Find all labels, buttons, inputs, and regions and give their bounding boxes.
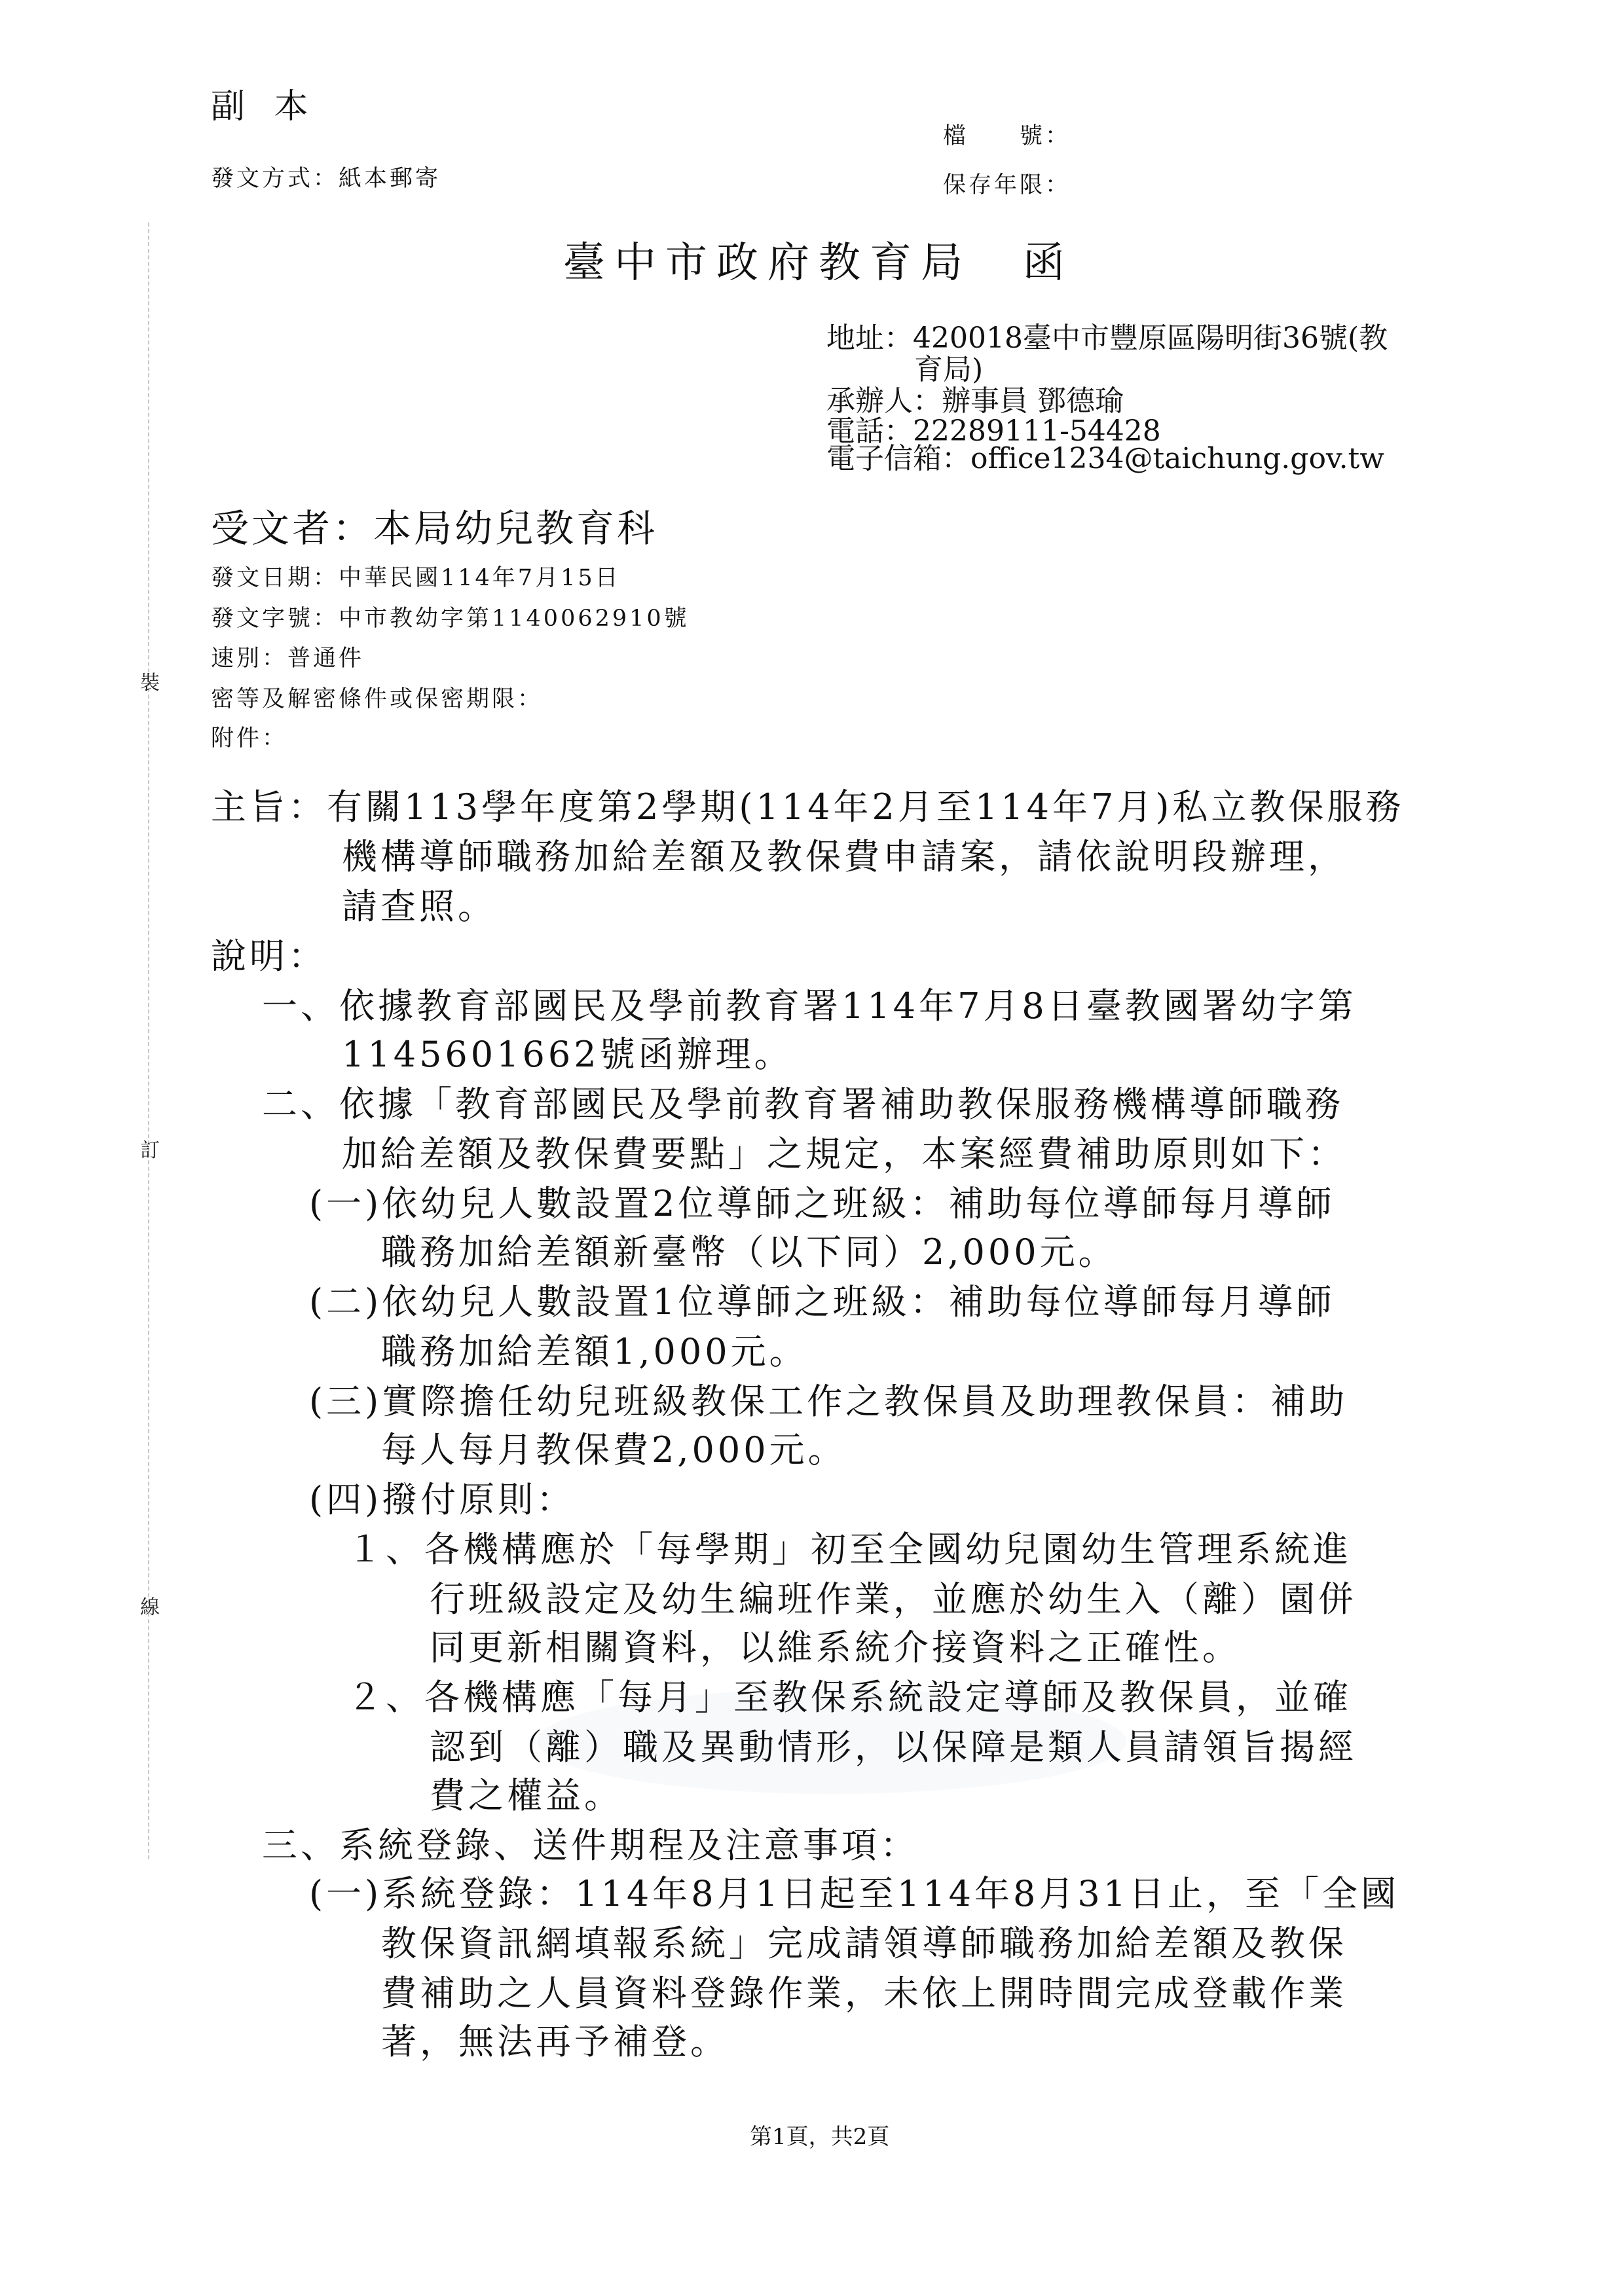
page-number: 第1頁，共2頁 [750, 2124, 890, 2150]
para-2a-line-2: 職務加給差額新臺幣（以下同）2,000元。 [381, 1231, 1117, 1273]
subject-line-1: 主旨：有關113學年度第2學期(114年2月至114年7月)私立教保服務 [211, 786, 1405, 828]
subject-line-2: 機構導師職務加給差額及教保費申請案，請依說明段辦理， [342, 836, 1346, 877]
send-method: 發文方式：紙本郵寄 [211, 166, 441, 192]
subject-line-3: 請查照。 [342, 886, 496, 927]
binding-mark-top: 裝 [140, 672, 160, 695]
speed: 速別：普通件 [211, 646, 365, 672]
secrecy: 密等及解密條件或保密期限： [211, 686, 544, 712]
para-2b-line-2: 職務加給差額1,000元。 [381, 1331, 808, 1372]
document-title: 臺中市政府教育局 函 [563, 239, 1074, 287]
attachment: 附件： [211, 725, 288, 752]
para-3a-line-2: 教保資訊網填報系統」完成請領導師職務加給差額及教保 [381, 1923, 1347, 1964]
binding-mark-bottom: 線 [140, 1596, 160, 1619]
para-3a-line-1: (一)系統登錄：114年8月1日起至114年8月31日止，至「全國 [309, 1873, 1400, 1914]
para-2d2-line-1: ２、各機構應「每月」至教保系統設定導師及教保員，並確 [347, 1677, 1352, 1718]
copy-mark: 副 本 [211, 87, 318, 126]
para-2d2-line-2: 認到（離）職及異動情形，以保障是類人員請領旨揭經 [430, 1726, 1357, 1768]
para-1-line-2: 1145601662號函辦理。 [342, 1034, 793, 1075]
address-line-2: 育局) [914, 353, 984, 386]
email: 電子信箱：office1234@taichung.gov.tw [826, 442, 1384, 475]
address-line-1: 地址：420018臺中市豐原區陽明街36號(教 [826, 321, 1388, 355]
para-2d1-line-2: 行班級設定及幼生編班作業，並應於幼生入（離）園併 [430, 1578, 1357, 1620]
para-2d1-line-3: 同更新相關資料，以維系統介接資料之正確性。 [430, 1627, 1241, 1668]
para-2d2-line-3: 費之權益。 [430, 1775, 623, 1816]
para-2-line-2: 加給差額及教保費要點」之規定，本案經費補助原則如下： [342, 1133, 1346, 1175]
para-3a-line-3: 費補助之人員資料登錄作業，未依上開時間完成登載作業 [381, 1973, 1347, 2014]
explanation-label: 說明： [211, 936, 327, 977]
para-2d: (四)撥付原則： [309, 1479, 576, 1520]
file-number-label: 檔 號： [943, 123, 1071, 149]
para-2c-line-1: (三)實際擔任幼兒班級教保工作之教保員及助理教保員：補助 [309, 1381, 1348, 1422]
document-number: 發文字號：中市教幼字第1140062910號 [211, 606, 690, 632]
phone: 電話：22289111-54428 [826, 414, 1161, 448]
para-1-line-1: 一、依據教育部國民及學前教育署114年7月8日臺教國署幼字第 [262, 985, 1357, 1027]
para-2d1-line-1: １、各機構應於「每學期」初至全國幼兒園幼生管理系統進 [347, 1529, 1352, 1570]
para-2b-line-1: (二)依幼兒人數設置1位導師之班級：補助每位導師每月導師 [309, 1281, 1335, 1322]
binding-mark-middle: 訂 [140, 1139, 160, 1162]
para-3-line-1: 三、系統登錄、送件期程及注意事項： [262, 1825, 919, 1866]
recipient: 受文者：本局幼兒教育科 [211, 506, 658, 551]
para-2-line-1: 二、依據「教育部國民及學前教育署補助教保服務機構導師職務 [262, 1084, 1344, 1125]
para-3a-line-4: 著，無法再予補登。 [381, 2021, 729, 2062]
para-2c-line-2: 每人每月教保費2,000元。 [381, 1429, 847, 1470]
issue-date: 發文日期：中華民國114年7月15日 [211, 565, 621, 591]
handler: 承辦人：辦事員 鄧德瑜 [826, 384, 1124, 418]
para-2a-line-1: (一)依幼兒人數設置2位導師之班級：補助每位導師每月導師 [309, 1183, 1335, 1224]
retention-label: 保存年限： [943, 172, 1071, 198]
